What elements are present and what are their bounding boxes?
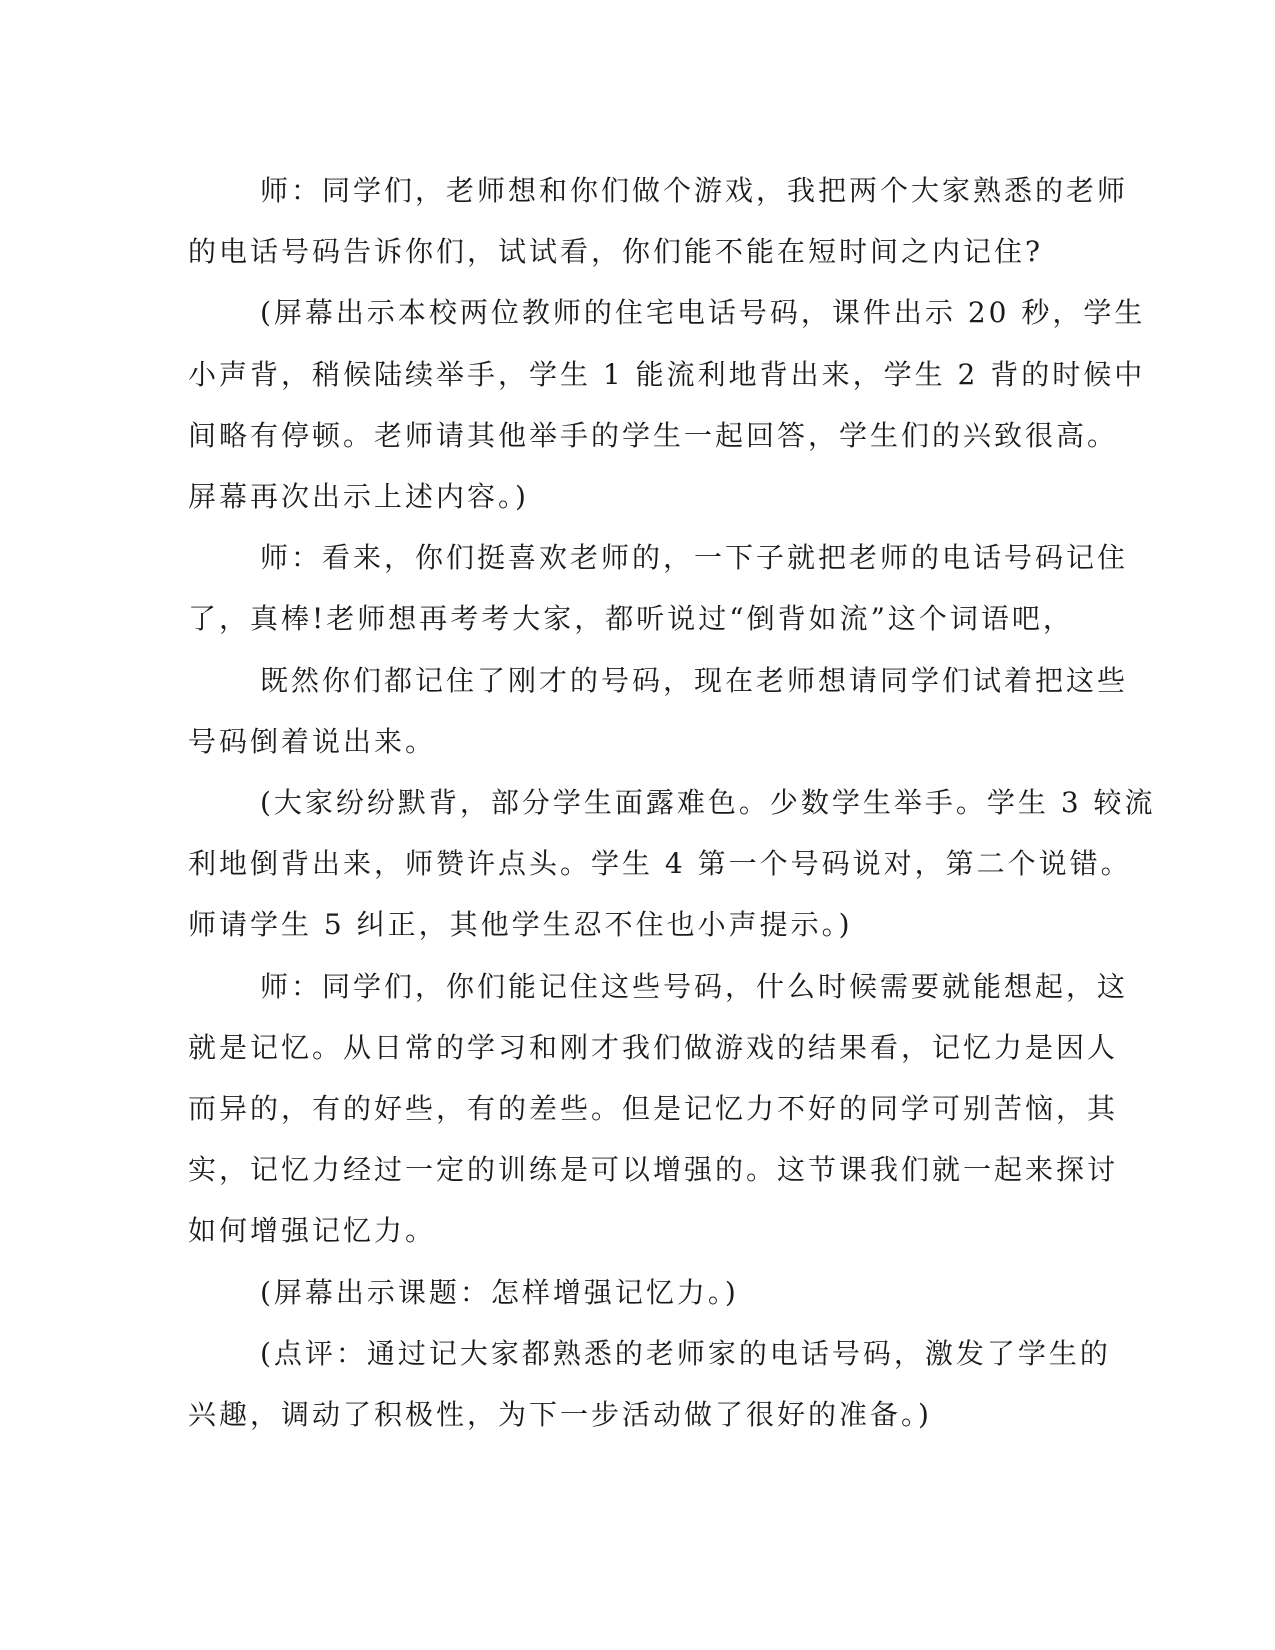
paragraph-screen-phone-numbers [188,282,1146,527]
text-line: (屏幕出示本校两位教师的住宅电话号码，课件出示 20 秒，学生 [260,296,1146,330]
text-line: 屏幕再次出示上述内容。) [188,480,529,514]
text-line: 兴趣，调动了积极性，为下一步活动做了很好的准备。) [188,1398,932,1432]
text-line: 师：看来，你们挺喜欢老师的，一下子就把老师的电话号码记住 [260,541,1129,575]
paragraph-students-recite [188,772,1156,956]
text-line: 师：同学们，老师想和你们做个游戏，我把两个大家熟悉的老师 [260,174,1129,207]
paragraph-reverse-recite [188,650,1129,772]
text-line: (屏幕出示课题：怎样增强记忆力。) [260,1275,739,1309]
text-line: 既然你们都记住了刚才的号码，现在老师想请同学们试着把这些 [260,663,1129,697]
text-line: 的电话号码告诉你们，试试看，你们能不能在短时间之内记住? [188,235,1044,269]
paragraph-commentary [188,1323,1111,1445]
text-line: 了，真棒!老师想再考考大家，都听说过“倒背如流”这个词语吧， [188,602,1074,636]
text-line: 如何增强记忆力。 [188,1214,437,1248]
text-line: 间略有停顿。老师请其他举手的学生一起回答，学生们的兴致很高。 [188,418,1119,452]
text-line: 小声背，稍候陆续举手，学生 1 能流利地背出来，学生 2 背的时候中 [188,357,1146,391]
text-line: 师请学生 5 纠正，其他学生忍不住也小声提示。) [188,908,853,942]
text-line: 师：同学们，你们能记住这些号码，什么时候需要就能想起，这 [260,969,1129,1003]
document-body [188,160,1156,1445]
paragraph-teacher-intro [188,160,1129,282]
text-line: (点评：通过记大家都熟悉的老师家的电话号码，激发了学生的 [260,1336,1111,1370]
text-line: (大家纷纷默背，部分学生面露难色。少数学生举手。学生 3 较流 [260,786,1156,820]
paragraph-memory-explanation [188,956,1129,1262]
text-line: 号码倒着说出来。 [188,724,437,758]
text-line: 而异的，有的好些，有的差些。但是记忆力不好的同学可别苦恼，其 [188,1092,1119,1126]
text-line: 利地倒背出来，师赞许点头。学生 4 第一个号码说对，第二个说错。 [188,847,1132,881]
paragraph-screen-topic [188,1262,1078,1323]
paragraph-teacher-praise [188,527,1129,649]
text-line: 实，记忆力经过一定的训练是可以增强的。这节课我们就一起来探讨 [188,1153,1119,1187]
text-line: 就是记忆。从日常的学习和刚才我们做游戏的结果看，记忆力是因人 [188,1030,1119,1064]
